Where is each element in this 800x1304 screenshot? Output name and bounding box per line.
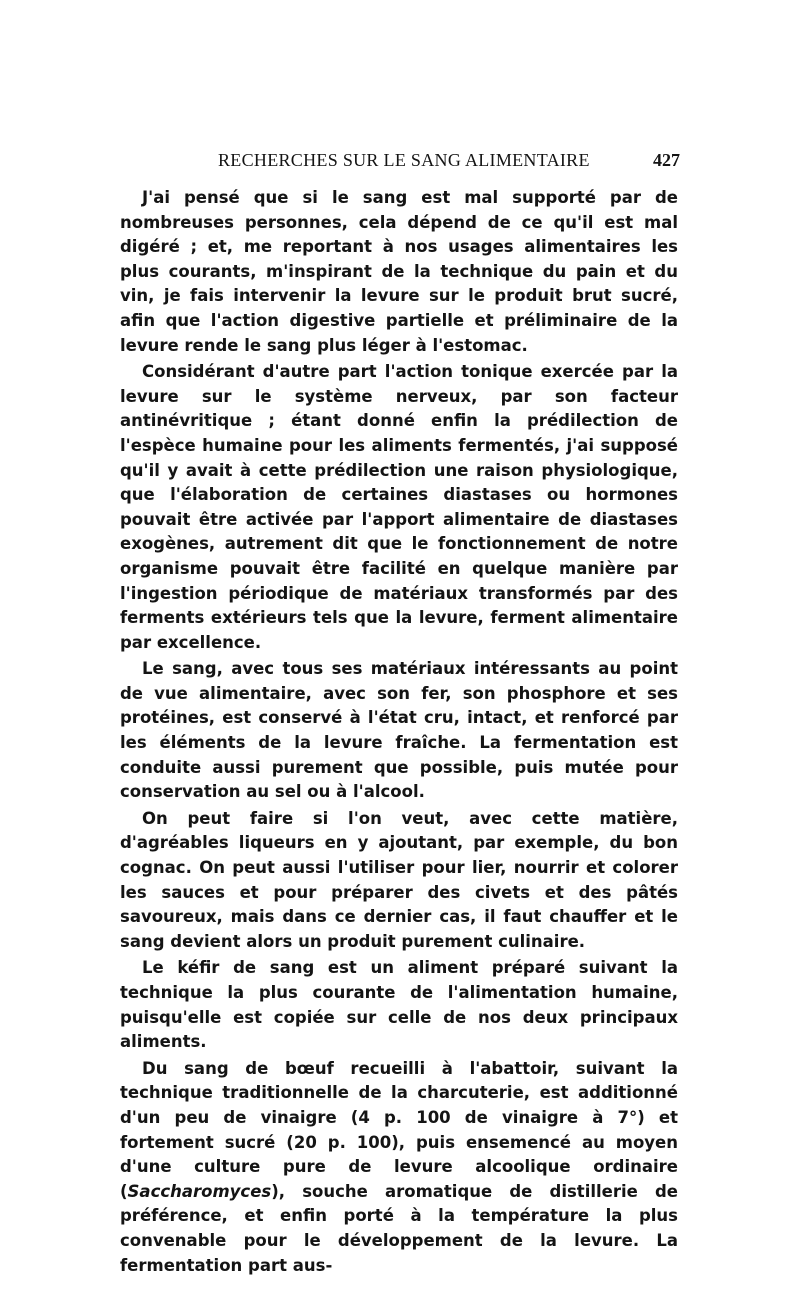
paragraph-4: On peut faire si l'on veut, avec cette matière, d'agréables liqueurs en y ajoutant, par exemple, du bon cognac. On peut aussi l'utiliser pour lier, nourrir et colorer les sauces et pour préparer des civets et des pâtés savoureux, mais dans ce dernier cas, il faut chauffer et le sang devient alors un produit purement culinaire. (120, 808, 678, 951)
paragraph-2: Considérant d'autre part l'action tonique exercée par la levure sur le système nerveux, par son facteur antinévritique ; étant donné enfin la prédilection de l'espèce humaine pour les aliments fermentés, j'ai supposé qu'il y avait à cette prédilection une raison physiologique, que l'élaboration de certaines diastases ou hormones pouvait être activée par l'apport alimentaire de diastases exogènes, autrement dit que le fonctionnement de notre organisme pouvait être facilité en quelque manière par l'ingestion périodique de matériaux transformés par des ferments extérieurs tels que la levure, ferment alimentaire par excellence. (120, 362, 678, 652)
paragraph-5: Le kéfir de sang est un aliment préparé suivant la technique la plus courante de l'alimentation humaine, puisqu'elle est copiée sur celle de nos deux principaux aliments. (120, 958, 678, 1052)
paragraph-3: Le sang, avec tous ses matériaux intéressants au point de vue alimentaire, avec son fer, son phosphore et ses protéines, est conservé à l'état cru, intact, et renforcé par les éléments de la levure fraîche. La fermentation est conduite aussi purement que possible, puis mutée pour conservation au sel ou à l'alcool. (120, 659, 678, 802)
paragraph-6 (120, 1057, 678, 1278)
species-name: Saccharomyces (127, 1181, 272, 1201)
paragraph-6-text-a: Du sang de bœuf recueilli à l'abattoir, suivant la technique traditionnelle de la charcuterie, est additionné d'un peu de vinaigre (4 p. 100 de vinaigre à 7°) et fortement sucré (20 p. 100), puis ensemencé au moyen d'une culture pure de levure alcoolique ordinaire ( (120, 1058, 678, 1201)
paragraph-6-text-b: ), souche aromatique de distillerie de préférence, et enfin porté à la température la plus convenable pour le développement de la levure. La fermentation part aus- (120, 1181, 678, 1275)
page-header (110, 150, 680, 176)
paragraph-1: J'ai pensé que si le sang est mal supporté par de nombreuses personnes, cela dépend de ce qu'il est mal digéré ; et, me reportant à nos usages alimentaires les plus courants, m'inspirant de la technique du pain et du vin, je fais intervenir la levure sur le produit brut sucré, afin que l'action digestive partielle et préliminaire de la levure rende le sang plus léger à l'estomac. (120, 188, 678, 355)
running-title: RECHERCHES SUR LE SANG ALIMENTAIRE (218, 150, 590, 170)
page-number: 427 (653, 150, 680, 170)
body-text (120, 186, 678, 1278)
